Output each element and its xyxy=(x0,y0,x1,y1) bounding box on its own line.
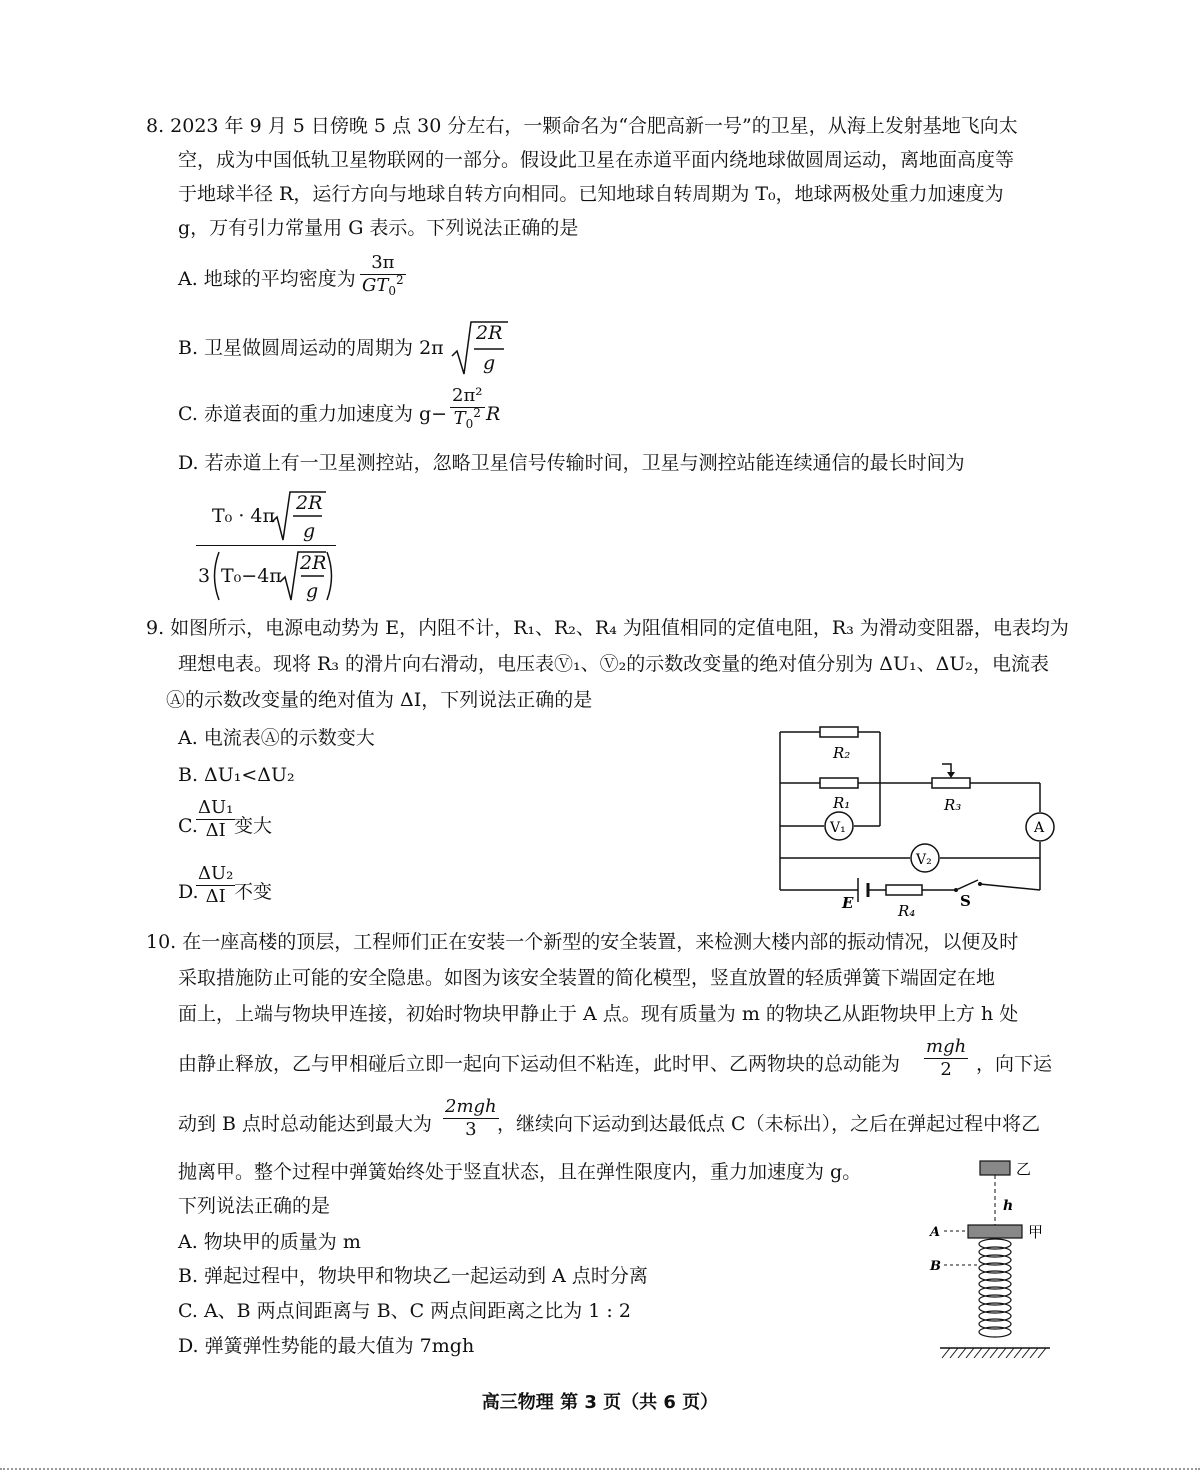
q10-stem-line-1: 10. 在一座高楼的顶层，工程师们正在安装一个新型的安全装置，来检测大楼内部的振动情况，以便及时 xyxy=(146,931,1019,953)
q8-option-c-numerator: 2π² xyxy=(452,385,483,406)
switch-contact-left xyxy=(954,888,958,892)
q8-option-d-left-paren xyxy=(208,550,222,602)
label-s: S xyxy=(960,892,971,910)
label-v1: V₁ xyxy=(830,820,846,836)
q10-line-4-fraction xyxy=(924,1036,968,1081)
q8-option-c-tail: R xyxy=(486,403,501,425)
q9-option-c-numerator: ΔU₁ xyxy=(198,797,234,818)
label-r1: R₁ xyxy=(833,794,851,812)
q9-stem-line-2: 理想电表。现将 R₃ 的滑片向右滑动，电压表Ⓥ₁、Ⓥ₂的示数改变量的绝对值分别为 ΔU₁、ΔU₂，电流表 xyxy=(178,653,1049,675)
q8-option-d-fraction-bar xyxy=(196,545,336,546)
q8-option-a-denominator: $GT_0^2$ xyxy=(362,273,404,298)
q8-option-d: D. 若赤道上有一卫星测控站，忽略卫星信号传输时间，卫星与测控站能连续通信的最长时间为 xyxy=(178,452,965,474)
q8-option-d-den-mid: T₀−4π xyxy=(221,565,282,587)
q10-line-4-prefix: 由静止释放，乙与甲相碰后立即一起向下运动但不粘连，此时甲、乙两物块的总动能为 xyxy=(178,1053,901,1075)
resistor-r1 xyxy=(820,778,858,788)
q8-option-d-den-prefix: 3 xyxy=(198,565,211,587)
block-jia xyxy=(968,1225,1022,1238)
q10-option-c: C. A、B 两点间距离与 B、C 两点间距离之比为 1 : 2 xyxy=(178,1300,631,1322)
label-jia: 甲 xyxy=(1028,1223,1044,1241)
circuit-diagram xyxy=(770,720,1060,920)
page-bottom-dotted-border xyxy=(0,1468,1200,1470)
q10-line-4-suffix: ，向下运 xyxy=(976,1053,1053,1075)
label-e: E xyxy=(842,894,854,912)
q10-line-5-fraction xyxy=(443,1096,499,1141)
q9-option-c-denominator: ΔI xyxy=(205,820,226,841)
label-h: h xyxy=(1003,1198,1014,1214)
label-r4: R₄ xyxy=(898,902,916,920)
q10-line-5-prefix: 动到 B 点时总动能达到最大为 xyxy=(178,1113,433,1135)
q8-option-a-fraction xyxy=(360,252,406,297)
label-b: B xyxy=(930,1259,941,1274)
q8-stem-line-3: 于地球半径 R，运行方向与地球自转方向相同。已知地球自转周期为 T₀，地球两极处重力加速度为 xyxy=(178,183,1004,205)
q10-option-b: B. 弹起过程中，物块甲和物块乙一起运动到 A 点时分离 xyxy=(178,1265,648,1287)
q9-option-a: A. 电流表Ⓐ的示数变大 xyxy=(178,727,375,749)
q9-option-b: B. ΔU₁<ΔU₂ xyxy=(178,764,295,786)
q10-stem-line-3: 面上，上端与物块甲连接，初始时物块甲静止于 A 点。现有质量为 m 的物块乙从距物块甲上方 h 处 xyxy=(178,1003,1019,1025)
q9-option-d-denominator: ΔI xyxy=(205,886,226,907)
q9-option-c-label: C. xyxy=(178,815,198,837)
resistor-r4 xyxy=(886,885,922,895)
q10-line-7: 下列说法正确的是 xyxy=(178,1195,331,1217)
q10-option-a: A. 物块甲的质量为 m xyxy=(178,1231,361,1253)
q9-option-c-fraction xyxy=(196,797,235,842)
resistor-r3 xyxy=(932,778,970,788)
q9-option-d-label: D. xyxy=(178,881,199,903)
resistor-r2 xyxy=(820,727,858,737)
switch-contact-right xyxy=(978,882,982,886)
q10-line-5-denominator: 3 xyxy=(465,1119,477,1140)
q9-option-c-tail: 变大 xyxy=(234,815,273,837)
label-v2: V₂ xyxy=(916,852,932,868)
q9-stem-line-3: Ⓐ的示数改变量的绝对值为 ΔI，下列说法正确的是 xyxy=(166,689,593,711)
q10-line-4-numerator: mgh xyxy=(926,1036,967,1057)
q8-option-a: A. 地球的平均密度为 xyxy=(178,268,356,290)
q8-stem-line-4: g，万有引力常量用 G 表示。下列说法正确的是 xyxy=(178,217,579,239)
label-a: A xyxy=(1034,820,1045,836)
q8-option-d-den-radical-bottom: g xyxy=(306,580,319,602)
label-yi: 乙 xyxy=(1016,1160,1032,1178)
q9-option-d-fraction xyxy=(196,863,235,908)
q8-option-c-fraction xyxy=(450,385,485,430)
q10-line-4-denominator: 2 xyxy=(940,1059,952,1080)
q9-stem-line-1: 9. 如图所示，电源电动势为 E，内阻不计，R₁、R₂、R₄ 为阻值相同的定值电阻，R₃ 为滑动变阻器，电表均为 xyxy=(146,617,1069,639)
q9-option-d-numerator: ΔU₂ xyxy=(198,863,234,884)
q8-option-b-radical-numerator: 2R xyxy=(476,322,503,344)
q8-option-d-num-radical-top: 2R xyxy=(296,492,323,514)
spring-icon xyxy=(979,1239,1011,1337)
q8-option-d-num-radical-bottom: g xyxy=(303,520,316,542)
spring-block-diagram xyxy=(920,1155,1060,1365)
block-yi xyxy=(980,1161,1010,1175)
ground-hatch xyxy=(942,1348,1046,1358)
q10-option-d: D. 弹簧弹性势能的最大值为 7mgh xyxy=(178,1335,475,1357)
q8-option-c-denominator: $T_0^2$ xyxy=(453,406,481,431)
q8-option-d-right-paren xyxy=(324,550,338,602)
q8-option-d-den-radical-top: 2R xyxy=(300,552,327,574)
q8-option-b: B. 卫星做圆周运动的周期为 2π xyxy=(178,337,444,359)
label-r3: R₃ xyxy=(944,796,962,814)
q10-line-5-numerator: 2mgh xyxy=(445,1096,497,1117)
label-a: A xyxy=(930,1225,941,1240)
q8-option-b-radical-denominator: g xyxy=(483,352,496,374)
label-r2: R₂ xyxy=(833,744,851,762)
q9-option-d-tail: 不变 xyxy=(234,881,273,903)
q8-stem-line-1: 8. 2023 年 9 月 5 日傍晚 5 点 30 分左右，一颗命名为“合肥高新一号”的卫星，从海上发射基地飞向太 xyxy=(146,115,1018,137)
q8-option-c: C. 赤道表面的重力加速度为 g− xyxy=(178,403,448,425)
q10-line-5-suffix: ，继续向下运动到达最低点 C（未标出），之后在弹起过程中将乙 xyxy=(497,1113,1041,1135)
q8-stem-line-2: 空，成为中国低轨卫星物联网的一部分。假设此卫星在赤道平面内绕地球做圆周运动，离地面高度等 xyxy=(178,149,1015,171)
q8-option-a-numerator: 3π xyxy=(360,252,406,275)
q8-option-d-numerator: T₀ · 4π xyxy=(212,505,275,527)
q10-line-6: 抛离甲。整个过程中弹簧始终处于竖直状态，且在弹性限度内，重力加速度为 g。 xyxy=(178,1161,862,1183)
page-footer: 高三物理 第 3 页（共 6 页） xyxy=(481,1392,719,1413)
slider-arrowhead-icon xyxy=(947,772,955,778)
q10-stem-line-2: 采取措施防止可能的安全隐患。如图为该安全装置的简化模型，竖直放置的轻质弹簧下端固定在地 xyxy=(178,967,996,989)
